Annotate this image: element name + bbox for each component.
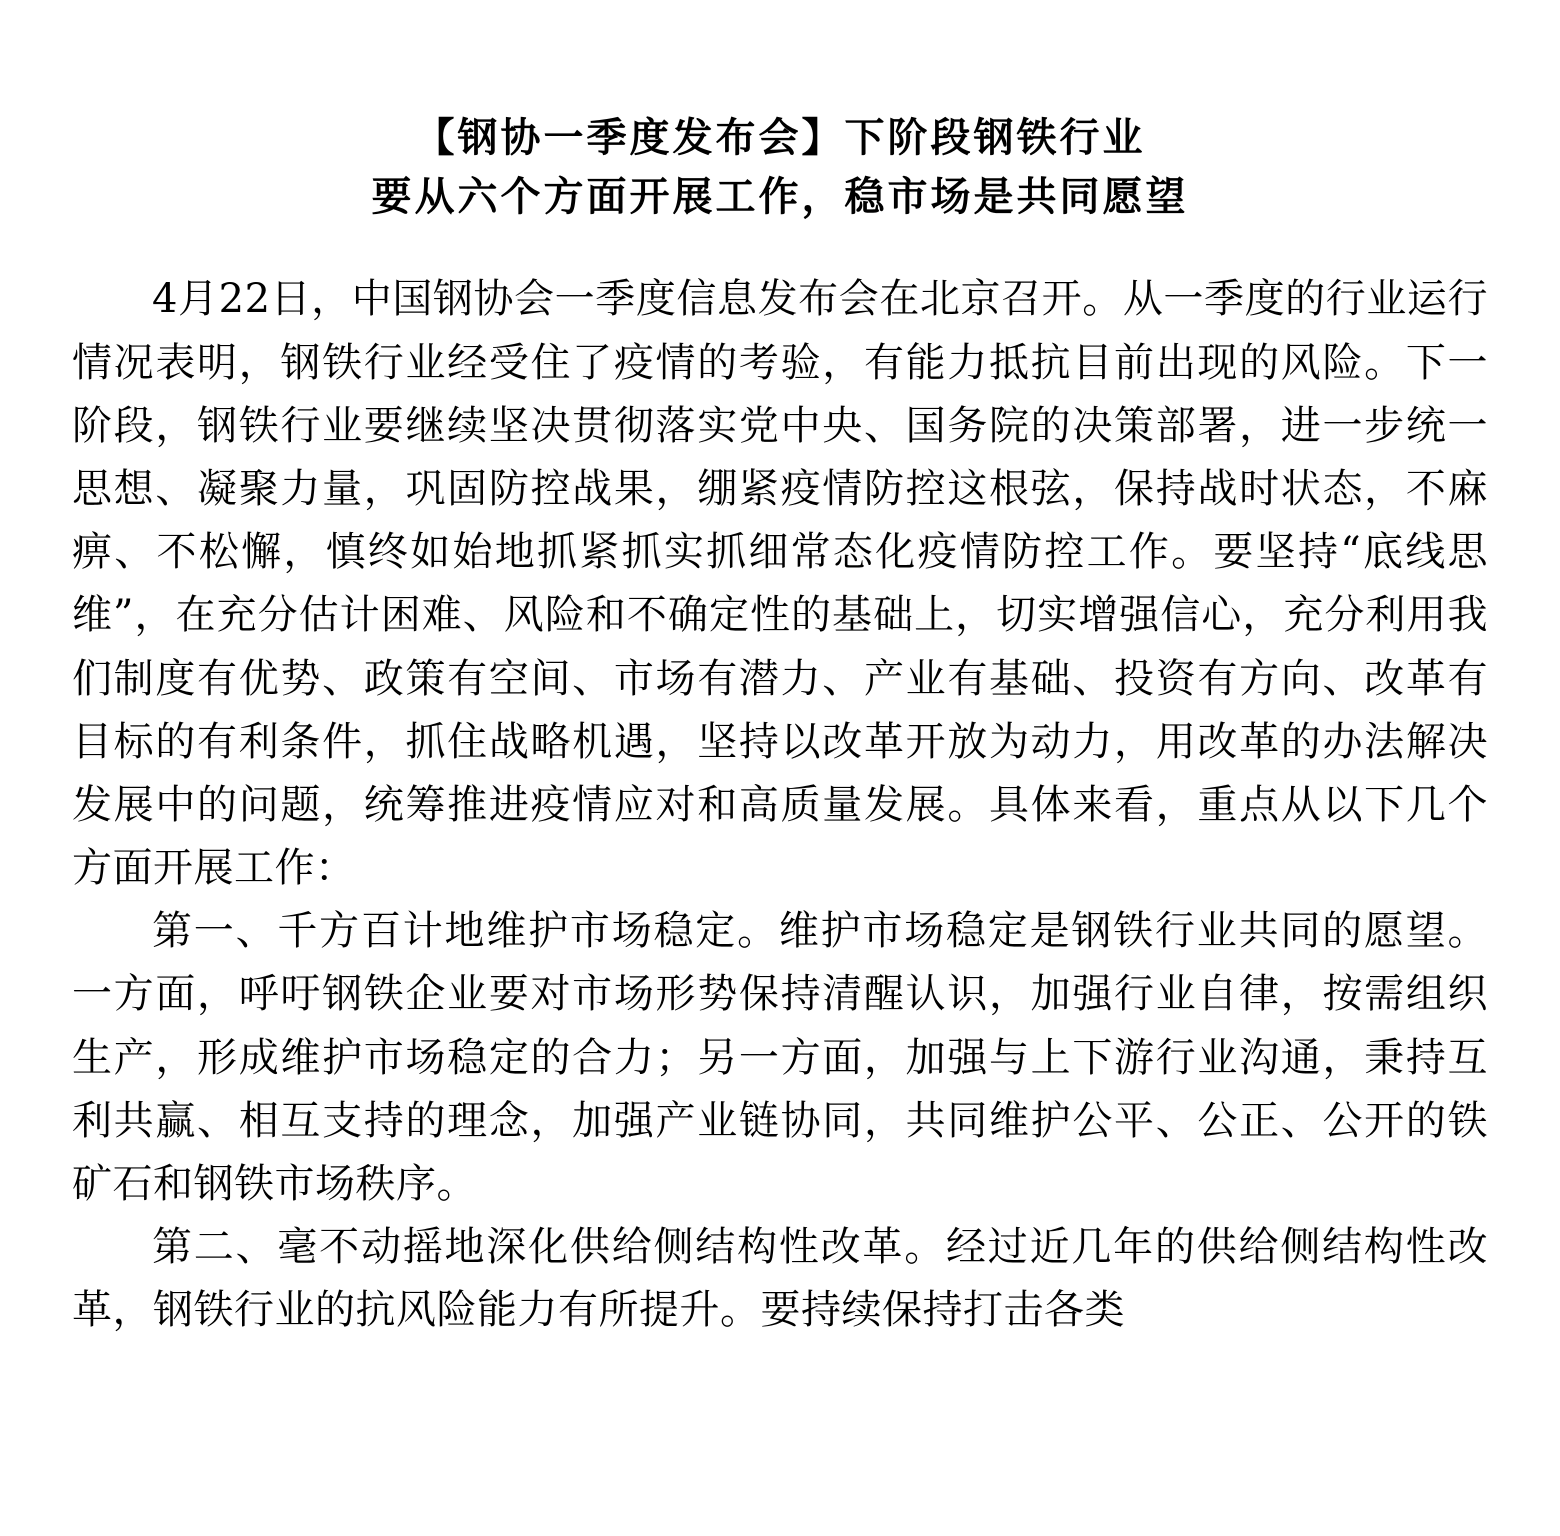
page-title: [72, 108, 1488, 226]
title-line-1: 【钢协一季度发布会】下阶段钢铁行业: [414, 114, 1146, 161]
document-body: [72, 268, 1488, 1342]
paragraph: 4月22日，中国钢协会一季度信息发布会在北京召开。从一季度的行业运行情况表明，钢铁行业经受住了疫情的考验，有能力抵抗目前出现的风险。下一阶段，钢铁行业要继续坚决贯彻落实党中央、国务院的决策部署，进一步统一思想、凝聚力量，巩固防控战果，绷紧疫情防控这根弦，保持战时状态，不麻痹、不松懈，慎终如始地抓紧抓实抓细常态化疫情防控工作。要坚持“底线思维”，在充分估计困难、风险和不确定性的基础上，切实增强信心，充分利用我们制度有优势、政策有空间、市场有潜力、产业有基础、投资有方向、改革有目标的有利条件，抓住战略机遇，坚持以改革开放为动力，用改革的办法解决发展中的问题，统筹推进疫情应对和高质量发展。具体来看，重点从以下几个方面开展工作：: [72, 276, 1488, 892]
paragraph: 第一、千方百计地维护市场稳定。维护市场稳定是钢铁行业共同的愿望。一方面，呼吁钢铁企业要对市场形势保持清醒认识，加强行业自律，按需组织生产，形成维护市场稳定的合力；另一方面，加强与上下游行业沟通，秉持互利共赢、相互支持的理念，加强产业链协同，共同维护公平、公正、公开的铁矿石和钢铁市场秩序。: [72, 908, 1488, 1207]
title-line-2: 要从六个方面开展工作，稳市场是共同愿望: [371, 173, 1189, 221]
paragraph: 第二、毫不动摇地深化供给侧结构性改革。经过近几年的供给侧结构性改革，钢铁行业的抗风险能力有所提升。要持续保持打击各类: [72, 1224, 1488, 1334]
